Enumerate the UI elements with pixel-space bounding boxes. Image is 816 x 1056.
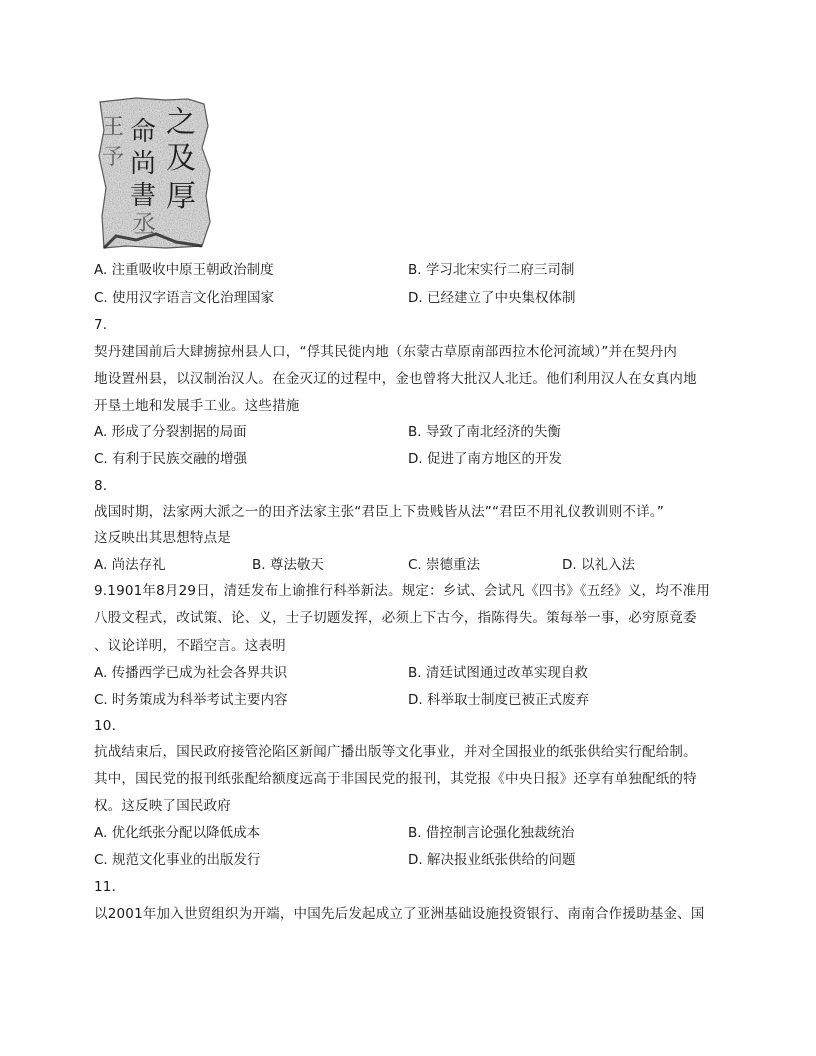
rubbing-char: 丞 xyxy=(132,210,156,238)
option-d: D. 已经建立了中央集权体制 xyxy=(408,290,576,306)
option-c: C. 使用汉字语言文化治理国家 xyxy=(94,290,275,306)
option-b: B. 导致了南北经济的失衡 xyxy=(408,424,561,440)
option-a: A. 形成了分裂割据的局面 xyxy=(94,424,247,440)
rubbing-char: 及 xyxy=(166,141,196,176)
option-b: B. 借控制言论强化独裁统治 xyxy=(408,825,575,841)
question-number: 11. xyxy=(94,879,117,895)
question-text-line: 9.1901年8月29日，清廷发布上谕推行科举新法。规定：乡试、会试凡《四书》《五经》义，均不准用 xyxy=(94,583,711,599)
question-text-line: 契丹建国前后大肆掳掠州县人口，“俘其民徙内地（东蒙古草原南部西拉木伦河流域）”并在契丹内 xyxy=(94,344,678,360)
question-number: 10. xyxy=(94,718,117,734)
question-text-line: 其中，国民党的报刊纸张配给额度远高于非国民党的报刊，其党报《中央日报》还享有单独配纸的特 xyxy=(94,771,697,787)
option-c: C. 时务策成为科举考试主要内容 xyxy=(94,692,288,708)
option-d: D. 以礼入法 xyxy=(562,557,635,573)
option-c: C. 规范文化事业的出版发行 xyxy=(94,852,261,868)
option-d: D. 解决报业纸张供给的问题 xyxy=(408,852,576,868)
rubbing-char: 予 xyxy=(102,145,125,170)
question-text-line: 抗战结束后，国民政府接管沦陷区新闻广播出版等文化事业，并对全国报业的纸张供给实行配给制。 xyxy=(94,744,697,760)
question-text-line: 战国时期，法家两大派之一的田齐法家主张“君臣上下贵贱皆从法”“君臣不用礼仪教训则不详。” xyxy=(94,504,665,520)
rubbing-char: 王 xyxy=(102,115,125,140)
option-c: C. 有利于民族交融的增强 xyxy=(94,451,248,467)
option-a: A. 优化纸张分配以降低成本 xyxy=(94,825,261,841)
question-text-line: 以2001年加入世贸组织为开端，中国先后发起成立了亚洲基础设施投资银行、南南合作援助基金、国 xyxy=(94,906,705,922)
rubbing-char: 厚 xyxy=(166,179,196,214)
option-d: D. 促进了南方地区的开发 xyxy=(408,451,562,467)
option-c: C. 崇德重法 xyxy=(408,557,481,573)
question-text-line: 这反映出其思想特点是 xyxy=(94,530,231,546)
option-a: A. 注重吸收中原王朝政治制度 xyxy=(94,262,274,278)
question-text-line: 八股文程式，改试策、论、义，士子切题发挥，必须上下古今，指陈得失。策每举一事，必穷原竟委 xyxy=(94,610,697,626)
question-text-line: 地设置州县，以汉制治汉人。在金灭辽的过程中，金也曾将大批汉人北迁。他们利用汉人在女真内地 xyxy=(94,371,697,387)
option-b: B. 学习北宋实行二府三司制 xyxy=(408,262,575,278)
option-a: A. 传播西学已成为社会各界共识 xyxy=(94,665,288,681)
option-d: D. 科举取士制度已被正式废弃 xyxy=(408,692,589,708)
rubbing-char: 尚 xyxy=(130,149,157,179)
question-text-line: 、议论详明，不蹈空言。这表明 xyxy=(94,638,286,654)
option-b: B. 尊法敬天 xyxy=(252,557,324,573)
rubbing-char: 書 xyxy=(130,181,157,211)
rubbing-char: 命 xyxy=(130,117,157,147)
option-a: A. 尚法存礼 xyxy=(94,557,166,573)
stele-rubbing-image xyxy=(96,96,214,250)
question-text-line: 权。这反映了国民政府 xyxy=(94,798,231,814)
option-b: B. 清廷试图通过改革实现自救 xyxy=(408,665,588,681)
rubbing-char: 之 xyxy=(166,105,196,140)
question-number: 8. xyxy=(94,478,108,494)
question-number: 7. xyxy=(94,317,108,333)
question-text-line: 开垦土地和发展手工业。这些措施 xyxy=(94,398,300,414)
